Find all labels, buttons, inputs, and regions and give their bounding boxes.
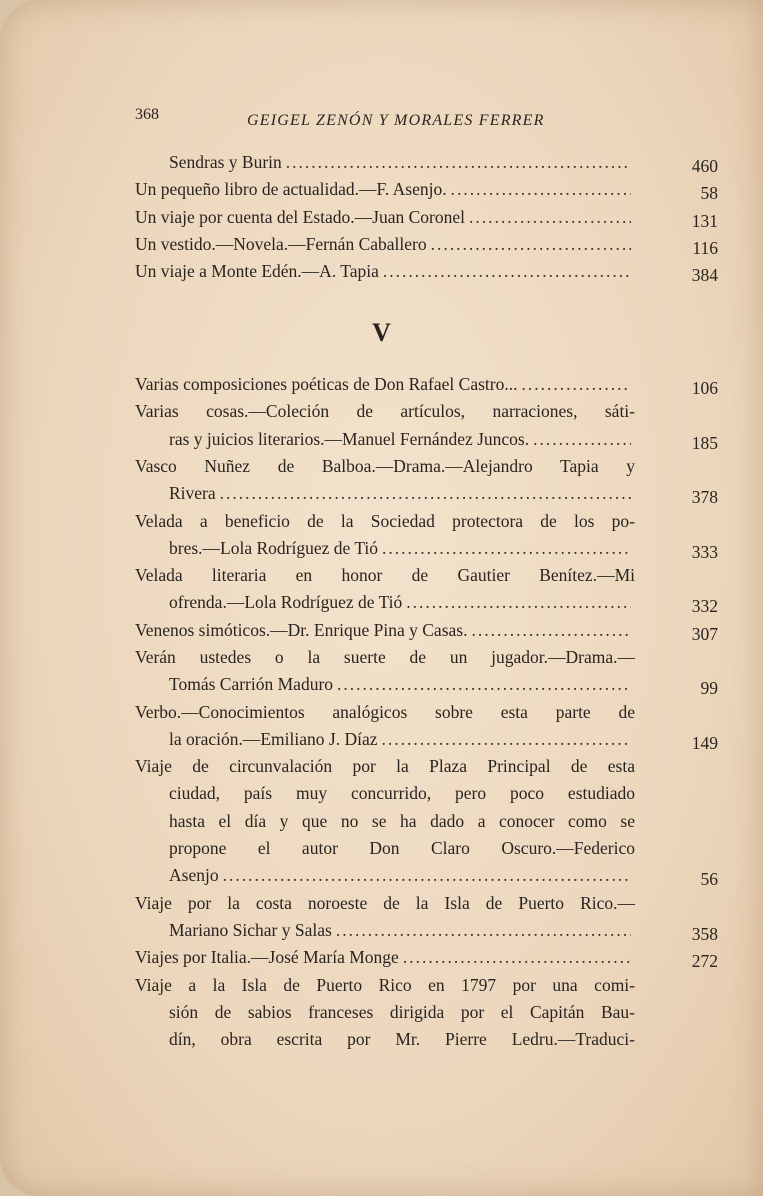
entry-page-number: 149 <box>691 733 718 753</box>
entry-text: Mariano Sichar y Salas <box>169 920 332 940</box>
dot-leader <box>336 918 631 942</box>
index-entry-line: propone el autor Don Claro Oscuro.—Federico <box>169 838 635 858</box>
entry-page-number: 333 <box>691 542 718 562</box>
entry-text: Venenos simóticos.—Dr. Enrique Pina y Casas. <box>135 620 468 640</box>
entry-text: Asenjo <box>169 865 219 885</box>
section-letter: V <box>372 318 391 347</box>
dot-leader <box>533 427 631 451</box>
index-entry-line <box>169 863 635 887</box>
entry-page-number: 307 <box>691 624 718 644</box>
index-entry-line: Viaje de circunvalación por la Plaza Principal de esta <box>135 756 635 776</box>
dot-leader <box>406 590 631 614</box>
dot-leader <box>220 481 631 505</box>
dot-leader <box>383 259 631 283</box>
index-entry-line <box>169 727 635 751</box>
entry-page-number: 58 <box>700 183 718 203</box>
entry-page-number: 116 <box>692 238 718 258</box>
index-entry-line <box>169 590 635 614</box>
index-entry-line <box>135 205 635 229</box>
dot-leader <box>521 372 631 396</box>
dot-leader <box>469 205 631 229</box>
index-entry-line <box>169 427 635 451</box>
index-entry-line: Varias cosas.—Coleción de artículos, narraciones, sáti- <box>135 401 635 421</box>
index-entry-line <box>169 536 635 560</box>
entry-page-number: 131 <box>691 211 718 231</box>
page-header <box>135 104 605 134</box>
index-entry-line <box>169 150 635 174</box>
entry-text: Un pequeño libro de actualidad.—F. Asenjo. <box>135 179 447 199</box>
page-number: 368 <box>135 106 159 123</box>
index-entry-line: ciudad, país muy concurrido, pero poco estudiado <box>169 783 635 803</box>
entry-page-number: 332 <box>691 596 718 616</box>
dot-leader <box>381 727 631 751</box>
index-entry-line <box>135 232 635 256</box>
dot-leader <box>403 945 631 969</box>
dot-leader <box>223 863 631 887</box>
index-entry-line <box>135 618 635 642</box>
dot-leader <box>431 232 631 256</box>
index-entry-line: dín, obra escrita por Mr. Pierre Ledru.—Traduci- <box>169 1029 635 1049</box>
index-entry-line <box>135 177 635 201</box>
entry-text: Tomás Carrión Maduro <box>169 674 334 694</box>
index-entry-line <box>169 918 635 942</box>
entry-page-number: 185 <box>691 433 718 453</box>
entry-text: Un vestido.—Novela.—Fernán Caballero <box>135 234 427 254</box>
entry-text: Viajes por Italia.—José María Monge <box>135 947 399 967</box>
index-entry-line: Velada a beneficio de la Sociedad protectora de los po- <box>135 511 635 531</box>
entry-page-number: 106 <box>691 378 718 398</box>
entry-text: bres.—Lola Rodríguez de Tió <box>169 538 379 558</box>
index-entry-line <box>169 672 635 696</box>
index-entry-line: sión de sabios franceses dirigida por el Capitán Bau- <box>169 1002 635 1022</box>
entry-text: Rivera <box>169 483 216 503</box>
index-entry-line: hasta el día y que no se ha dado a conocer como se <box>169 811 635 831</box>
index-entry-line: Verbo.—Conocimientos analógicos sobre esta parte de <box>135 702 635 722</box>
entry-page-number: 460 <box>691 156 718 176</box>
index-entry-line: Velada literaria en honor de Gautier Benítez.—Mi <box>135 565 635 585</box>
dot-leader <box>471 618 631 642</box>
index-entry-line <box>169 481 635 505</box>
index-entry-line: Viaje por la costa noroeste de la Isla de Puerto Rico.— <box>135 893 635 913</box>
index-entry-line <box>135 259 635 283</box>
index-entry-line <box>135 372 635 396</box>
index-entry-line <box>135 945 635 969</box>
dot-leader <box>451 177 631 201</box>
dot-leader <box>382 536 631 560</box>
entry-page-number: 272 <box>691 951 718 971</box>
entry-page-number: 358 <box>691 924 718 944</box>
entry-text: ras y juicios literarios.—Manuel Fernández Juncos. <box>169 429 530 449</box>
entry-page-number: 384 <box>691 265 718 285</box>
entry-text: Varias composiciones poéticas de Don Rafael Castro... <box>135 374 518 394</box>
index-entry-line: Verán ustedes o la suerte de un jugador.—Drama.— <box>135 647 635 667</box>
index-entry-line: Vasco Nuñez de Balboa.—Drama.—Alejandro Tapia y <box>135 456 635 476</box>
entry-page-number: 56 <box>700 869 718 889</box>
entry-text: Un viaje a Monte Edén.—A. Tapia <box>135 261 379 281</box>
dot-leader <box>286 150 631 174</box>
index-entry-line: Viaje a la Isla de Puerto Rico en 1797 por una comi- <box>135 975 635 995</box>
entry-page-number: 99 <box>700 678 718 698</box>
running-title: GEIGEL ZENÓN Y MORALES FERRER <box>247 112 545 129</box>
entry-text: Sendras y Burin <box>169 152 282 172</box>
entry-text: ofrenda.—Lola Rodríguez de Tió <box>169 592 403 612</box>
entry-page-number: 378 <box>691 487 718 507</box>
entry-text: la oración.—Emiliano J. Díaz <box>169 729 378 749</box>
entry-text: Un viaje por cuenta del Estado.—Juan Coronel <box>135 207 465 227</box>
dot-leader <box>337 672 631 696</box>
